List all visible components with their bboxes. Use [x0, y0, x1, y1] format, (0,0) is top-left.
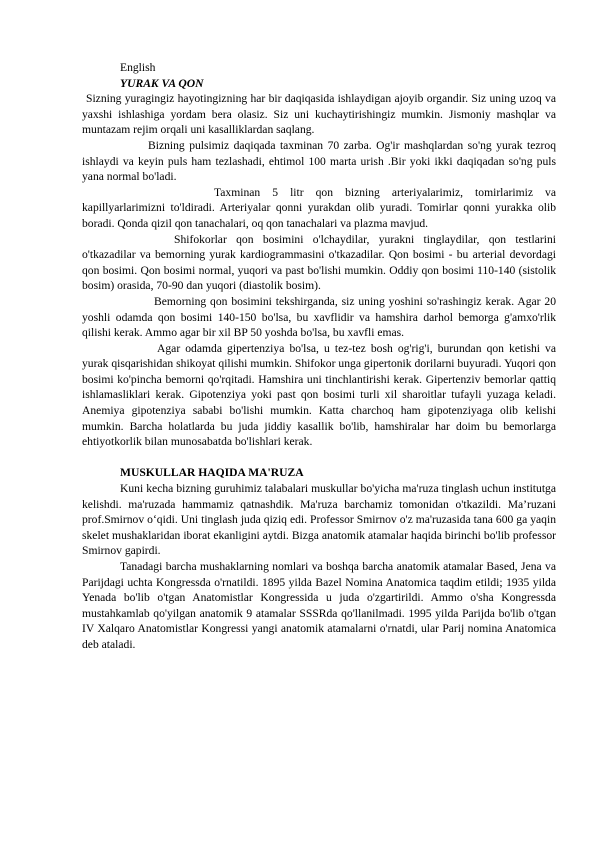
paragraph: Sizning yuragingiz hayotingizning har bir daqiqasida ishlaydigan ajoyib organdir. Siz uning uzoq va yaxshi ishlashiga yordam bera olasiz. Siz uni kuchaytirishingiz mumkin. Jismoniy mashqlar va muntazam rejim orqali uni kasalliklardan saqlang. [82, 92, 556, 137]
paragraph: Agar odamda gipertenziya bo'lsa, u tez-tez bosh og'rig'i, burundan qon ketishi va yurak qisqarishidan shikoyat qilishi mumkin. Shifokor unga gipertonik dorilarni buyuradi. Yuqori qon bosimi ko'pincha bemorni qo'rqitadi. Hamshira uni tinchlantirishi kerak. Gipertenziv bemorlar qattiq ishlamasliklari kerak. Gipotenziya yoki past qon bosimi turli xil sharoitlar tufayli yuzaga keladi. Anemiya gipotenziya sababi bo'lishi mumkin. Katta charchoq ham gipotenziyaga olib kelishi mumkin. Barcha holatlarda bu juda jiddiy kasallik bo'lib, hamshiralar har doim bu bemorlarga ehtiyotkorlik bilan munosabatda bo'lishlari kerak. [82, 341, 556, 449]
paragraph: Bizning pulsimiz daqiqada taxminan 70 zarba. Og'ir mashqlardan so'ng yurak tezroq ishlaydi va keyin puls ham tezlashadi, ehtimol 100 marta urish .Bir yoki ikki daqiqadan so'ng puls yana normal bo'ladi. [82, 138, 556, 184]
paragraph: Tanadagi barcha mushaklarning nomlari va boshqa barcha anatomik atamalar Based, Jena va Parijdagi uchta Kongressda o'rnatildi. 1895 yilda Bazel Nomina Anatomica taqdim etildi; 1935 yilda Yenada bo'lib o'tgan Anatomistlar Kongressida u juda o'zgartirildi. Ammo o'sha Kongressda mustahkamlab qo'yilgan anatomik 9 atamalar SSSRda qo'llanilmadi. 1995 yilda Parijda bo'lib o'tgan IV Xalqaro Anatomistlar Kongressi yangi anatomik atamalarni o'rnatdi, ular Parij nomina Anatomica deb ataladi. [82, 560, 556, 651]
section-title-heart-blood: YURAK VA QON [120, 76, 204, 90]
paragraph: Bemorning qon bosimini tekshirganda, siz uning yoshini so'rashingiz kerak. Agar 20 yoshli odamda qon bosimi 140-150 bo'lsa, bu xavflidir va hamshira darhol bemorga g'amxo'rlik qilishi kerak. Ammo agar bir xil BP 50 yoshda bo'lsa, bu xavfli emas. [82, 294, 556, 340]
spacer [82, 450, 556, 466]
document-page [82, 60, 556, 653]
paragraph: Kuni kecha bizning guruhimiz talabalari muskullar bo'yicha ma'ruza tinglash uchun institutga kelishdi. ma'ruzada hammamiz qatnashdik. Ma'ruza barchamiz tomonidan o'tkazildi. Ma’ruzani prof.Smirnov o‘qidi. Uni tinglash juda qiziq edi. Professor Smirnov o'z ma'ruzasida tana 600 ga yaqin skelet mushaklaridan iborat ekanligini aytdi. Bizga anatomik atamalar haqida birinchi bo'lib professor Smirnov gapirdi. [82, 482, 556, 558]
section-title-muscles-lecture: MUSKULLAR HAQIDA MA'RUZA [120, 466, 304, 480]
paragraph: Taxminan 5 litr qon bizning arteriyalarimiz, tomirlarimiz va kapillyarlarimizni to'ldiradi. Arteriyalar qonni yurakdan olib yuradi. Tomirlar qonni yurakka olib boradi. Qonda qizil qon tanachalari, oq qon tanachalari va plazma mavjud. [82, 185, 556, 230]
paragraph: Shifokorlar qon bosimini o'lchaydilar, yurakni tinglaydilar, qon testlarini o'tkazadilar va bemorning yurak kardiogrammasini o'tkazadilar. Qon bosimi - bu arterial devordagi qon bosimi. Qon bosimi normal, yuqori va past bo'lishi mumkin. Oddiy qon bosimi 110-140 (sistolik bosim) orasida, 70-90 dan yuqori (diastolik bosim). [82, 232, 556, 293]
language-label: English [120, 61, 156, 74]
